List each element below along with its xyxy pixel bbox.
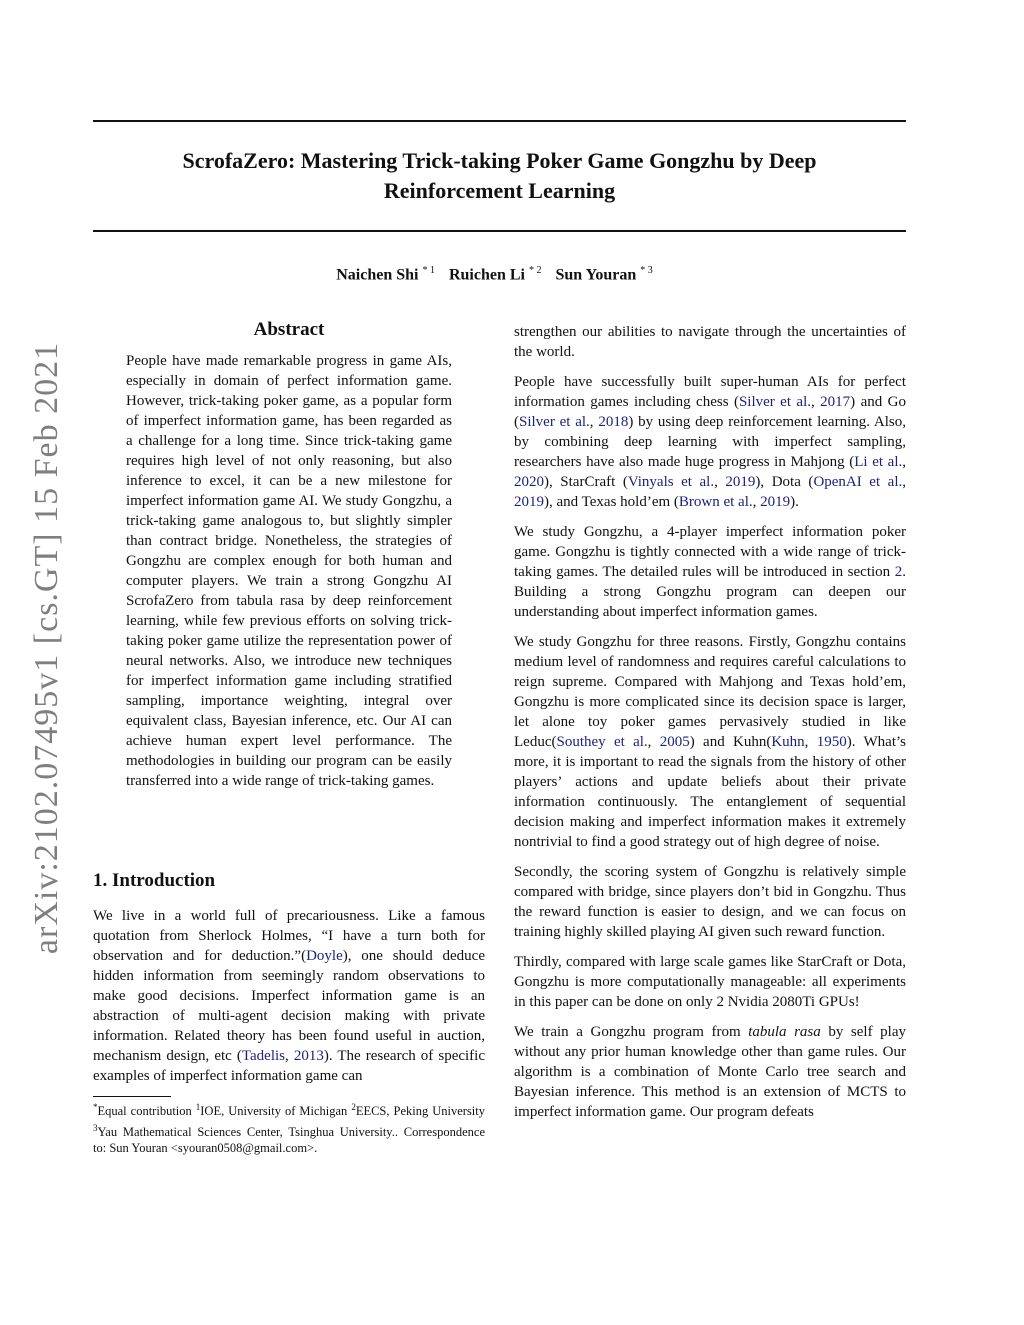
citation-link[interactable]: 1950 [816, 734, 847, 750]
text-run: ). What’s more, it is important to read the signals from the history of other players’ actions and update beliefs about their private information continuously. The entanglement of sequential decision making and imperfect information makes it extremely nontrivial to find a good strategy out of high degree of noise. [514, 734, 907, 850]
footnote-text: EECS, Peking University [355, 1104, 485, 1119]
citation-link[interactable]: 2013 [293, 1048, 324, 1064]
text-run: ). The research of specific examples of imperfect information game can [93, 1048, 485, 1084]
paragraph [514, 1022, 906, 1122]
footnote-mark: 1 [195, 1102, 201, 1112]
citation-link[interactable]: Li et al. [854, 454, 903, 470]
citation-link[interactable]: Vinyals et al. [627, 474, 715, 490]
citation-link[interactable]: 2017 [820, 394, 851, 410]
author-list [93, 265, 906, 284]
paragraph [514, 522, 906, 622]
text-run: , [804, 734, 817, 750]
paragraph [514, 632, 906, 852]
text-run: ), and Texas hold’em ( [544, 494, 679, 510]
text-run: ), Dota ( [755, 474, 814, 490]
paper-title [93, 146, 906, 206]
text-run: ) by using deep reinforcement learning. Also, by combining deep learning with imperfect sampling, researchers have also made huge progress in Mahjong ( [514, 414, 907, 470]
author-affiliation-marks: * 1 [422, 265, 435, 276]
citation-link[interactable]: 2019 [725, 474, 756, 490]
footnote [93, 1099, 485, 1157]
citation-link[interactable]: OpenAI et al. [813, 474, 903, 490]
text-run: ), one should deduce hidden information from seemingly random observations to make good decisions. Imperfect information game is an abstraction of multi-agent decision making with private information. Related theory has been found useful in auction, mechanism design, etc ( [93, 948, 485, 1064]
title-top-rule [93, 120, 906, 122]
abstract-heading: Abstract [253, 319, 325, 340]
paragraph [514, 372, 906, 512]
footnote-mark: 2 [351, 1102, 356, 1112]
citation-link[interactable]: Tadelis [241, 1048, 286, 1064]
text-run: ) and Go ( [514, 394, 906, 430]
text-run: ), StarCraft ( [544, 474, 628, 490]
footnote-mark: 3 [93, 1122, 98, 1133]
introduction-paragraph [93, 906, 485, 1086]
emphasis-text: tabula rasa [748, 1024, 821, 1040]
text-run: , [752, 494, 761, 510]
paragraph: Thirdly, compared with large scale games like StarCraft or Dota, Gongzhu is more computationally manageable: all experiments in this paper can be done on only 2 Nvidia 2080Ti GPUs! [514, 954, 906, 1010]
text-run: We study Gongzhu for three reasons. Firstly, Gongzhu contains medium level of randomness and requires careful calculations to reign supreme. Compared with Mahjong and Texas hold’em, Gongzhu is more complicated since its decision space is larger, let alone toy poker games pervasively studied in like Leduc( [514, 634, 906, 750]
text-run: , [902, 454, 907, 470]
text-run: , [285, 1048, 294, 1064]
footnote-text: Equal contribution [97, 1104, 196, 1119]
citation-link[interactable]: 2019 [514, 494, 544, 510]
text-run: We train a Gongzhu program from [514, 1024, 749, 1040]
text-run: by self play without any prior human knowledge other than game rules. Our algorithm is a combination of Monte Carlo tree search and Bayesian inference. This method is an extension of MCTS to imperfect information game. Our program defeats [514, 1024, 906, 1120]
text-run: , [714, 474, 726, 490]
paragraph: strengthen our abilities to navigate through the uncertainties of the world. [514, 324, 906, 360]
citation-link[interactable]: 2018 [598, 414, 629, 430]
text-run: ). [790, 494, 799, 510]
author-affiliation-marks: * 2 [528, 265, 542, 276]
citation-link[interactable]: Southey et al. [556, 734, 648, 750]
introduction-heading: 1. Introduction [93, 870, 216, 891]
footnote-text: Yau Mathematical Sciences Center, Tsinghua University.. Correspondence to: Sun Youran <syouran0508@gmail.com>. [93, 1124, 485, 1156]
title-bottom-rule [93, 230, 906, 232]
abstract-text: People have made remarkable progress in game AIs, especially in domain of perfect information game. However, trick-taking poker game, as a popular form of imperfect information game, has been regarded as a challenge for a long time. Since trick-taking game requires high level of not only reasoning, but also inference to excel, it can be a new milestone for imperfect information game AI. We study Gongzhu, a trick-taking game analogous to, but slightly simpler than contract bridge. Nonetheless, the strategies of Gongzhu are complex enough for both human and computer players. We train a strong Gongzhu AI ScrofaZero from tabula rasa by deep reinforcement learning, while few previous efforts on solving trick-taking poker game utilize the representation power of neural networks. Also, we introduce new techniques for imperfect information game including stratified sampling, importance weighting, integral over equivalent class, Bayesian inference, etc. Our AI can achieve human expert level performance. The methodologies in building our program can be easily transferred into a wide range of trick-taking games. [126, 353, 452, 789]
right-column [514, 322, 906, 1132]
citation-link[interactable]: Silver et al. [738, 394, 811, 410]
text-run: , [589, 414, 599, 430]
author-name: Naichen Shi [336, 266, 419, 284]
author-name: Ruichen Li [448, 266, 525, 284]
text-run: ) and Kuhn( [689, 734, 772, 750]
text-run: We live in a world full of precariousness. Like a famous quotation from Sherlock Holmes, “I have a turn both for observation and for deduction.”( [93, 908, 485, 964]
citation-link[interactable]: Silver et al. [519, 414, 590, 430]
text-run: People have successfully built super-human AIs for perfect information games including chess ( [514, 374, 906, 410]
text-run: . Building a strong Gongzhu program can deepen our understanding about imperfect information games. [514, 564, 906, 620]
text-run: We study Gongzhu, a 4-player imperfect information poker game. Gongzhu is tightly connected with a wide range of trick-taking games. The detailed rules will be introduced in section [514, 524, 906, 580]
footnote-mark: * [93, 1102, 98, 1112]
paragraph: Secondly, the scoring system of Gongzhu is relatively simple compared with bridge, since players don’t bid in Gongzhu. Thus the reward function is easier to design, and we can focus on training highly skilled playing AI given such reward function. [514, 864, 906, 940]
author-name: Sun Youran [555, 266, 637, 284]
title-line-1: ScrofaZero: Mastering Trick-taking Poker Game Gongzhu by Deep [182, 148, 817, 173]
text-run: , [811, 394, 821, 410]
citation-link[interactable]: Doyle [306, 948, 343, 964]
citation-link[interactable]: Kuhn [771, 734, 805, 750]
text-run: , [902, 474, 907, 490]
section-link[interactable]: 2 [894, 564, 903, 580]
footnote-rule [93, 1096, 171, 1097]
author-affiliation-marks: * 3 [640, 265, 653, 276]
arxiv-stamp: arXiv:2102.07495v1 [cs.GT] 15 Feb 2021 [28, 341, 65, 955]
footnote-text: IOE, University of Michigan [200, 1104, 352, 1119]
citation-link[interactable]: 2020 [514, 474, 544, 490]
citation-link[interactable]: 2019 [760, 494, 791, 510]
citation-link[interactable]: 2005 [659, 734, 690, 750]
title-line-2: Reinforcement Learning [383, 178, 616, 203]
citation-link[interactable]: Brown et al. [678, 494, 753, 510]
text-run: , [647, 734, 660, 750]
